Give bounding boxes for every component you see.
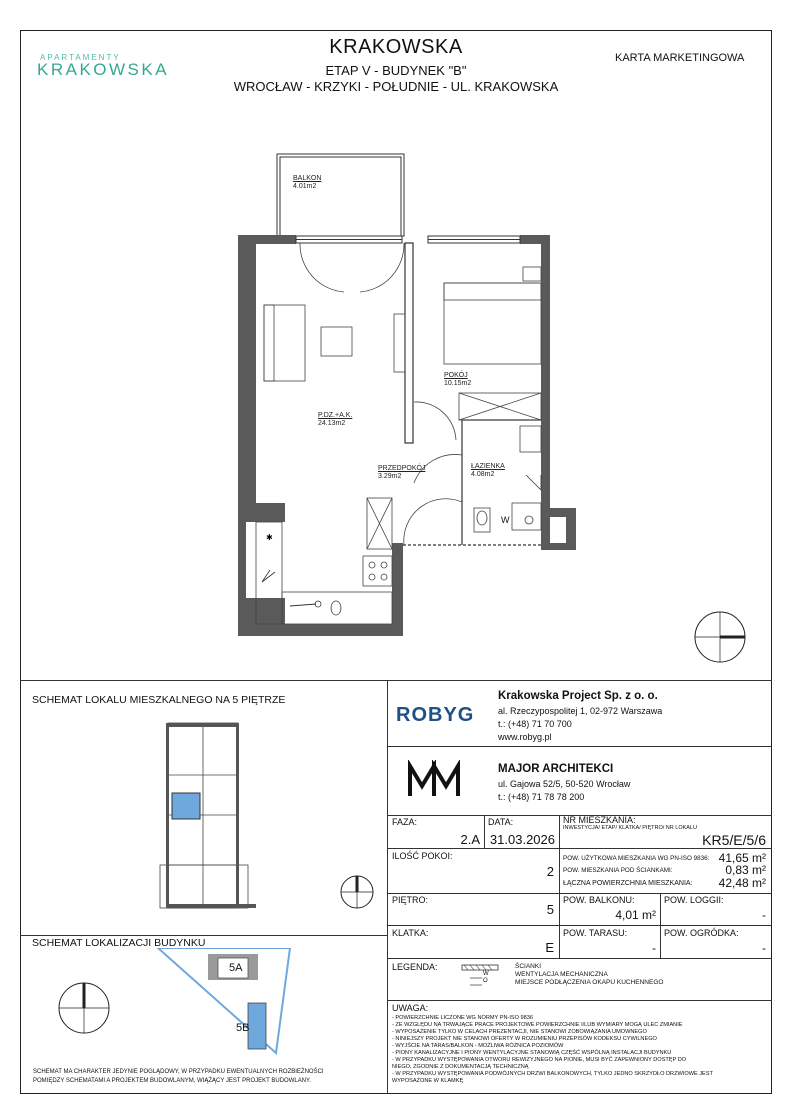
room-label-przedpokoj [378, 465, 425, 481]
nr-value: KR5/E/5/6 [702, 832, 766, 848]
pietro-value: 5 [546, 902, 554, 917]
pow-scianki-value: 0,83 m² [725, 863, 766, 877]
card-type: KARTA MARKETINGOWA [615, 52, 745, 64]
balkon-value: 4,01 m² [615, 908, 656, 922]
note-line: - NINIEJSZY PROJEKT NIE STANOWI OFERTY W ROZUMIENIU PRZEPISÓW KODEKSU CYWILNEGO [392, 1036, 657, 1042]
compass-small [340, 870, 380, 920]
divider-lower [20, 680, 772, 681]
legend-item: WENTYLACJA MECHANICZNA [515, 971, 608, 978]
note-line: - WYJŚCIE NA TARAS/BALKON - MOŻLIWA RÓŻNICA POZIOMÓW [392, 1043, 564, 1049]
room-area-pdz: 24.13m2 [318, 420, 346, 427]
note-line: - PIONY KANALIZACYJNE I PIONY WENTYLACYJNE STANOWIĄ CZĘŚĆ WSPÓLNĄ INSTALACJI BUDYNKU [392, 1050, 672, 1056]
developer-address: al. Rzeczypospolitej 1, 02-972 Warszawa [498, 706, 663, 716]
developer-web[interactable]: www.robyg.pl [498, 732, 552, 742]
divider-vertical [387, 680, 388, 1094]
building-5a-label: 5A [229, 962, 243, 974]
legend-item: MIEJSCE PODŁĄCZENIA OKAPU KUCHENNEGO [515, 979, 664, 986]
taras-label: POW. TARASU: [563, 928, 628, 938]
logo-krakowska: KRAKOWSKA [37, 60, 170, 79]
room-area-przedpokoj: 3.29m2 [378, 473, 402, 480]
developer-phone: t.: (+48) 71 70 700 [498, 719, 572, 729]
robyg-logo: ROBYG [396, 704, 475, 726]
divider-col2 [559, 815, 560, 958]
note-line: - ZE WZGLĘDU NA TRWAJĄCE PRACE PROJEKTOWE POWIERZCHNIE I/LUB WYMIARY MOGĄ ULEC ZMIANIE [392, 1022, 683, 1028]
pietro-label: PIĘTRO: [392, 895, 429, 905]
room-name-lazienka: ŁAZIENKA [471, 463, 505, 470]
room-name-pokoj: POKÓJ [444, 372, 468, 379]
loggia-value: - [762, 908, 766, 922]
room-label-pokoj [444, 372, 471, 388]
room-area-balkon: 4.01m2 [293, 183, 317, 190]
building-location-diagram [40, 948, 360, 1078]
room-label-balkon [293, 175, 321, 191]
architect-name: MAJOR ARCHITEKCI [498, 763, 614, 775]
legend-title: LEGENDA: [392, 962, 438, 972]
note-line: - POWIERZCHNIE LICZONE WG NORMY PN-ISO 9836 [392, 1015, 534, 1021]
pow-uzytkowa-value: 41,65 m² [718, 851, 766, 865]
room-label-pdz [318, 412, 352, 428]
balcony-outline [277, 154, 404, 236]
room-name-przedpokoj: PRZEDPOKÓJ [378, 465, 426, 472]
ogrodek-value: - [762, 941, 766, 955]
divider-row4 [387, 958, 772, 959]
klatka-label: KLATKA: [392, 928, 429, 938]
note-line: - W PRZYPADKU WYSTĘPOWANIA PODWÓJNYCH DRZWI BALKONOWYCH, TYLKO JEDNO SKRZYDŁO DRZWIOWE JEST [392, 1071, 713, 1077]
room-label-lazienka [471, 463, 505, 479]
legend-symbol-w: W [483, 971, 489, 977]
notes-title: UWAGA: [392, 1003, 429, 1013]
divider-building [20, 935, 387, 936]
data-label: DATA: [488, 817, 514, 827]
divider-row3 [387, 925, 772, 926]
divider-legend [387, 1000, 772, 1001]
room-name-balkon: BALKON [293, 175, 322, 182]
nr-label: NR MIESZKANIA: [563, 815, 636, 825]
architect-phone: t.: (+48) 71 78 78 200 [498, 792, 585, 802]
data-value: 31.03.2026 [489, 832, 555, 847]
pow-scianki-label: POW. MIESZKANIA POD ŚCIANKAMI: [563, 867, 673, 874]
room-area-pokoj: 10.15m2 [444, 380, 472, 387]
windows [296, 236, 520, 243]
page-title: KRAKOWSKA [329, 36, 463, 58]
legend-symbol-o: O [483, 978, 488, 984]
doors [300, 243, 462, 545]
note-line: - W PRZYPADKU WYSTĘPOWANIA OTWORU REWIZYJNEGO NA PIONIE, MUSI BYĆ ZAPEWNIONY DOSTĘP DO [392, 1057, 687, 1063]
outer-walls [238, 235, 576, 636]
legend-item: ŚCIANKI [515, 963, 542, 970]
loggia-label: POW. LOGGII: [664, 895, 724, 905]
interior-walls [403, 243, 541, 545]
divider-row1 [387, 848, 772, 849]
logo-apartamenty: APARTAMENTY [40, 53, 121, 62]
washing-machine-label: W [501, 515, 510, 525]
note-line: WYPOSAŻONE W KLAMKĘ [392, 1078, 464, 1084]
note-line: - WYPOSAŻENIE TYLKO W CELACH PREZENTACJI, NIE STANOWI ZOBOWIĄZANIA UMOWNEGO [392, 1029, 647, 1035]
nr-sublabel: INWESTYCJA/ ETAP/ KLATKA/ PIĘTRO/ NR LOKALU [563, 825, 697, 831]
disclaimer-line-1: SCHEMAT MA CHARAKTER JEDYNIE POGLĄDOWY, W PRZYPADKU EWENTUALNYCH ROZBIEŻNOŚCI [33, 1069, 324, 1075]
floor-scheme-diagram [150, 715, 260, 915]
divider-col3 [660, 893, 661, 958]
svg-text:✱: ✱ [266, 533, 273, 542]
pow-uzytkowa-label: POW. UŻYTKOWA MIESZKANIA WG PN-ISO 9836: [563, 855, 710, 862]
faza-value: 2.A [460, 832, 480, 847]
note-line: NIEGO, ZGODNIE Z DOKUMENTACJĄ TECHNICZNĄ [392, 1064, 529, 1070]
pokoje-value: 2 [546, 864, 554, 879]
divider-row2 [387, 893, 772, 894]
page-location: WROCŁAW - KRZYKI - POŁUDNIE - UL. KRAKOWSKA [233, 79, 559, 94]
taras-value: - [652, 941, 656, 955]
pow-laczna-label: ŁĄCZNA POWIERZCHNIA MIESZKANIA: [563, 880, 693, 887]
building-scheme-title: SCHEMAT LOKALIZACJI BUDYNKU [32, 937, 206, 949]
faza-label: FAZA: [392, 817, 418, 827]
major-architekci-logo [408, 760, 464, 800]
balkon-label: POW. BALKONU: [563, 895, 635, 905]
room-name-pdz: P.DZ.+A.K. [318, 412, 353, 419]
building-5b-label: 5B [236, 1022, 250, 1034]
architect-address: ul. Gajowa 52/5, 50-520 Wrocław [498, 779, 631, 789]
developer-name: Krakowska Project Sp. z o. o. [498, 690, 658, 702]
divider-faza [484, 815, 485, 848]
divider-dev [387, 746, 772, 747]
ogrodek-label: POW. OGRÓDKA: [664, 928, 739, 938]
pow-laczna-value: 42,48 m² [718, 876, 766, 890]
floor-scheme-title: SCHEMAT LOKALU MIESZKALNEGO NA 5 PIĘTRZE [32, 694, 286, 706]
pokoje-label: ILOŚĆ POKOI: [392, 851, 453, 861]
disclaimer-line-2: POMIĘDZY SCHEMATAMI A PROJEKTEM BUDOWLANYM, WIĄŻĄCY JEST PROJEKT BUDOWLANY. [33, 1078, 311, 1084]
room-area-lazienka: 4.08m2 [471, 471, 495, 478]
klatka-value: E [545, 940, 554, 955]
compass-rose [695, 612, 745, 662]
page-subtitle: ETAP V - BUDYNEK "B" [325, 63, 467, 78]
